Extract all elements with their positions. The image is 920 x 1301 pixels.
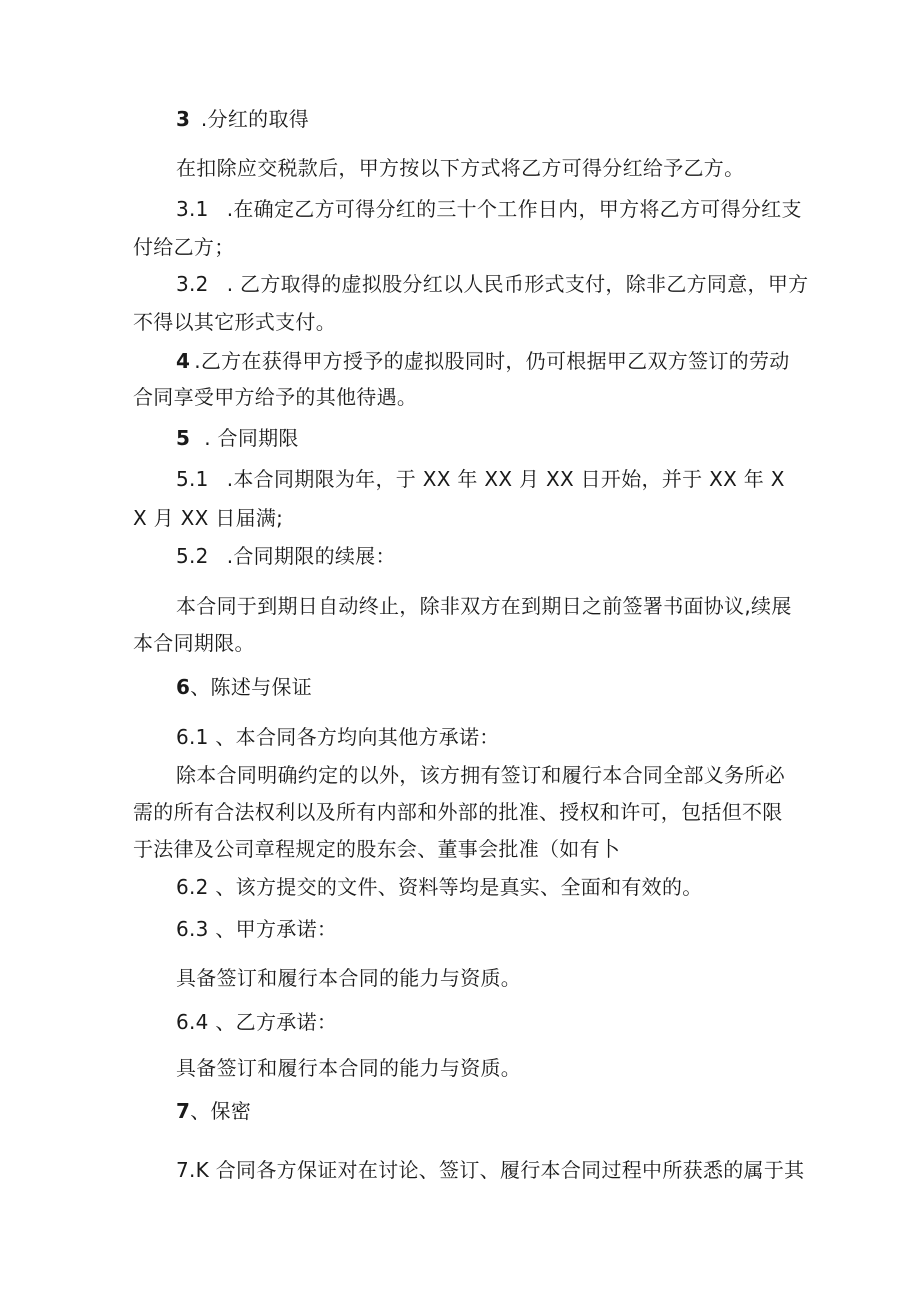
section-3-heading bbox=[176, 106, 309, 132]
section-heading-text: 、保密 bbox=[190, 1099, 252, 1123]
clause-number: 5.2 bbox=[176, 544, 209, 568]
clause-6-4-text: 具备签订和履行本合同的能力与资质。 bbox=[176, 1056, 522, 1080]
section-7-heading bbox=[176, 1098, 251, 1124]
section-4-line2: 合同享受甲方给予的其他待遇。 bbox=[133, 385, 418, 409]
clause-5-2-line1 bbox=[176, 543, 396, 569]
section-5-heading bbox=[176, 425, 299, 451]
section-heading-text: 、陈述与保证 bbox=[190, 675, 313, 699]
clause-number: 3.2 bbox=[176, 272, 209, 296]
section-4-line1 bbox=[176, 348, 790, 374]
clause-6-3-text: 具备签订和履行本合同的能力与资质。 bbox=[176, 966, 522, 990]
section-6-heading bbox=[176, 674, 312, 700]
paragraph-line: 本合同于到期日自动终止，除非双方在到期日之前签署书面协议,续展 bbox=[176, 594, 792, 618]
clause-text: .合同期限的续展： bbox=[226, 544, 396, 568]
clause-7-1-line1: 7.K 合同各方保证对在讨论、签订、履行本合同过程中所获悉的属于其 bbox=[176, 1158, 805, 1182]
clause-number: 3.1 bbox=[176, 197, 209, 221]
paragraph-line: 需的所有合法权利以及所有内部和外部的批准、授权和许可，包括但不限 bbox=[133, 800, 783, 824]
clause-6-2: 6.2 、该方提交的文件、资料等均是真实、全面和有效的。 bbox=[176, 875, 703, 899]
section-number: 7 bbox=[176, 1099, 191, 1123]
clause-number: 5.1 bbox=[176, 467, 209, 491]
paragraph-line: 在扣除应交税款后，甲方按以下方式将乙方可得分红给予乙方。 bbox=[176, 156, 745, 180]
section-number: 5 bbox=[176, 426, 191, 450]
clause-5-1-line1 bbox=[176, 466, 785, 492]
clause-3-2-line1 bbox=[176, 271, 808, 297]
paragraph-line: 本合同期限。 bbox=[133, 631, 255, 655]
section-text: .乙方在获得甲方授予的虚拟股同时，仍可根据甲乙双方签订的劳动 bbox=[194, 349, 790, 373]
section-number: 6 bbox=[176, 675, 191, 699]
clause-3-1-line1 bbox=[176, 196, 802, 222]
clause-5-1-line2: X 月 XX 日届满; bbox=[133, 506, 284, 530]
clause-6-3: 6.3 、甲方承诺： bbox=[176, 917, 338, 941]
clause-text: . 乙方取得的虚拟股分红以人民币形式支付，除非乙方同意，甲方 bbox=[226, 272, 809, 296]
section-number: 3 bbox=[176, 107, 191, 131]
clause-6-4: 6.4 、乙方承诺： bbox=[176, 1010, 338, 1034]
clause-3-1-line2: 付给乙方； bbox=[133, 235, 235, 259]
paragraph-line: 除本合同明确约定的以外，该方拥有签订和履行本合同全部义务所必 bbox=[176, 763, 785, 787]
section-heading-text: .分红的取得 bbox=[200, 107, 310, 131]
clause-text: .本合同期限为年，于 XX 年 XX 月 XX 日开始，并于 XX 年 X bbox=[226, 467, 785, 491]
paragraph-line: 于法律及公司章程规定的股东会、董事会批准（如有卜 bbox=[133, 837, 621, 861]
clause-6-1: 6.1 、本合同各方均向其他方承诺： bbox=[176, 725, 500, 749]
clause-text: .在确定乙方可得分红的三十个工作日内，甲方将乙方可得分红支 bbox=[226, 197, 802, 221]
clause-3-2-line2: 不得以其它形式支付。 bbox=[133, 310, 336, 334]
section-number: 4 bbox=[176, 349, 191, 373]
section-heading-text: . 合同期限 bbox=[204, 426, 299, 450]
